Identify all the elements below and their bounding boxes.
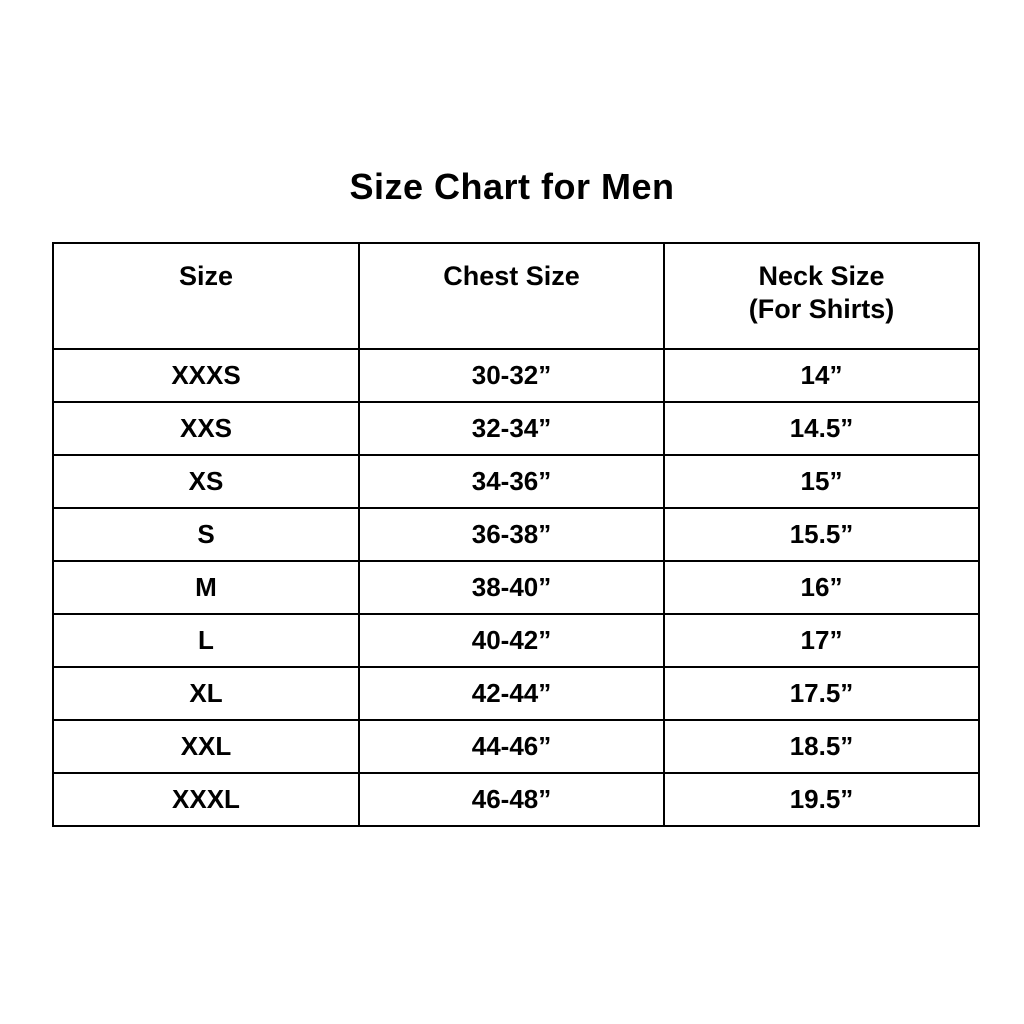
chest-size-cell: 34-36” [359,455,664,508]
table-row [53,720,979,773]
size-cell: XS [53,455,359,508]
neck-size-cell: 15” [664,455,979,508]
neck-size-cell: 14.5” [664,402,979,455]
chest-size-cell: 40-42” [359,614,664,667]
table-row [53,667,979,720]
col-header-neck-size-sublabel: (For Shirts) [748,293,895,324]
header-row [53,243,979,349]
size-cell: XXL [53,720,359,773]
chest-size-cell: 44-46” [359,720,664,773]
table-row [53,455,979,508]
table-row [53,561,979,614]
neck-size-cell: 19.5” [664,773,979,826]
neck-size-cell: 14” [664,349,979,402]
chest-size-cell: 46-48” [359,773,664,826]
table-row [53,349,979,402]
chest-size-cell: 30-32” [359,349,664,402]
table-row [53,614,979,667]
col-header-chest-size [359,243,664,349]
chest-size-cell: 32-34” [359,402,664,455]
chest-size-cell: 36-38” [359,508,664,561]
col-header-chest-size-label: Chest Size [443,261,580,291]
table-row [53,508,979,561]
table-row [53,402,979,455]
page-title: Size Chart for Men [349,166,675,207]
col-header-size-label: Size [178,261,234,291]
size-cell: L [53,614,359,667]
size-cell: XL [53,667,359,720]
neck-size-cell: 18.5” [664,720,979,773]
chest-size-cell: 42-44” [359,667,664,720]
size-cell: S [53,508,359,561]
neck-size-cell: 16” [664,561,979,614]
neck-size-cell: 17.5” [664,667,979,720]
size-cell: M [53,561,359,614]
neck-size-cell: 17” [664,614,979,667]
table-row [53,773,979,826]
size-chart-table [52,242,980,827]
col-header-neck-size [664,243,979,349]
col-header-size [53,243,359,349]
col-header-neck-size-label: Neck Size [758,261,885,291]
size-cell: XXXS [53,349,359,402]
chest-size-cell: 38-40” [359,561,664,614]
size-cell: XXXL [53,773,359,826]
neck-size-cell: 15.5” [664,508,979,561]
size-cell: XXS [53,402,359,455]
